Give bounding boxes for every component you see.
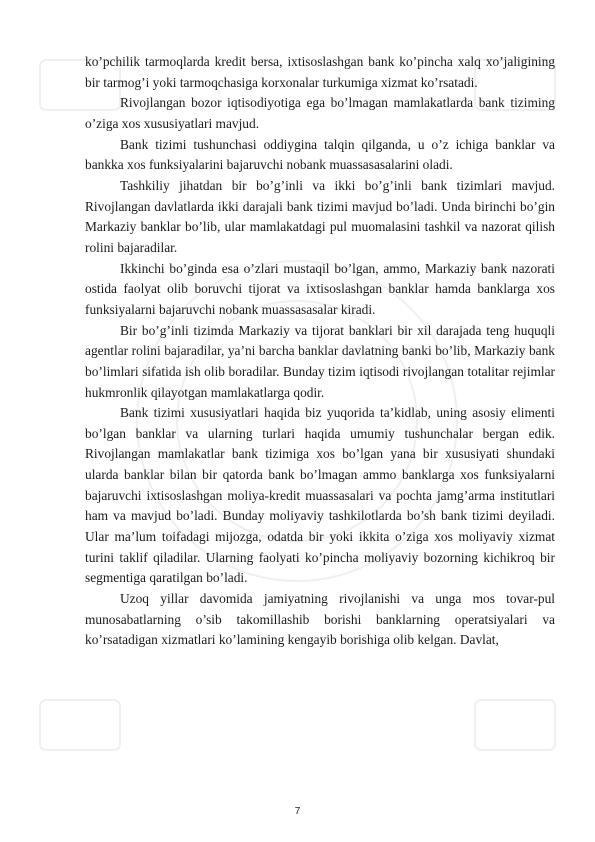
paragraph-3: Bank tizimi tushunchasi oddiygina talqin qilganda, u o’z ichiga banklar va bankka xos funksiyalarini bajaruvchi nobank muassasasalarini oladi. <box>85 136 555 173</box>
paragraph-5: Ikkinchi bo’ginda esa o’zlari mustaqil bo’lgan, ammo, Markaziy bank nazorati ostida faolyat olib boruvchi tijorat va ixtisoslashgan banklar hamda banklarga xos funksiyalarni bajaruvchi nobank muassasasalar kiradi. <box>85 260 555 317</box>
paragraph-6: Bir bo’g’inli tizimda Markaziy va tijorat banklari bir xil darajada teng huquqli agentlar rolini bajaradilar, ya’ni barcha banklar davlatning banki bo’lib, Markaziy bank bo’limlari sifatida ish olib boradilar. Bunday tizim iqtisodi rivojlangan totalitar rejimlar hukmronlik qilayotgan mamlakatlarga qodir. <box>85 322 555 400</box>
paragraph-1: ko’pchilik tarmoqlarda kredit bersa, ixtisoslashgan bank ko’pincha xalq xo’jaligining bir tarmog’i yoki tarmoqchasiga korxonalar turkumiga xizmat ko’rsatadi. <box>85 54 555 90</box>
paragraph-7: Bank tizimi xususiyatlari haqida biz yuqorida ta’kidlab, uning asosiy elimenti bo’lgan banklar va ularning turlari haqida umumiy tushunchalar bergan edik. Rivojlangan mamlakatlar bank tizimiga xos bo’lgan yana bir xususiyati shundaki ularda banklar bilan bir qatorda bank bo’lmagan ammo banklarga xos funksiyalarni bajaruvchi ixtisoslashgan moliya-kredit muassasalari va pochta jamg’arma institutlari ham va mavjud bo’ladi. Bunday moliyaviy tashkilotlarda bo’sh bank tizimi deyiladi. Ular ma’lum toifadagi mijozga, odatda bir yoki ikkita o’ziga xos moliyaviy xizmat turini taklif qiladilar. Ularning faolyati ko’pincha moliyaviy bozorning kichikroq bir segmentiga qaratilgan bo’ladi. <box>85 405 555 586</box>
paragraph-2: Rivojlangan bozor iqtisodiyotiga ega bo’lmagan mamlakatlarda bank tiziming o’ziga xos xususiyatlari mavjud. <box>85 95 555 131</box>
page-number: 7 <box>294 806 301 817</box>
paragraph-8: Uzoq yillar davomida jamiyatning rivojlanishi va unga mos tovar-pul munosabatlarning o’sib takomillashib borishi banklarning operatsiyalari va ko’rsatadigan xizmatlari ko’lamining kengayib borishiga olib kelgan. Davlat, <box>85 591 555 648</box>
body-text <box>85 52 555 651</box>
paragraph-4: Tashkiliy jihatdan bir bo’g’inli va ikki bo’g’inli bank tizimlari mavjud. Rivojlangan davlatlarda ikki darajali bank tizimi mavjud bo’ladi. Unda birinchi bo’gin Markaziy banklar bo’lib, ular mamlakatdagi pul muomalasini tashkil va nazorat qilish rolini bajaradilar. <box>85 177 555 255</box>
